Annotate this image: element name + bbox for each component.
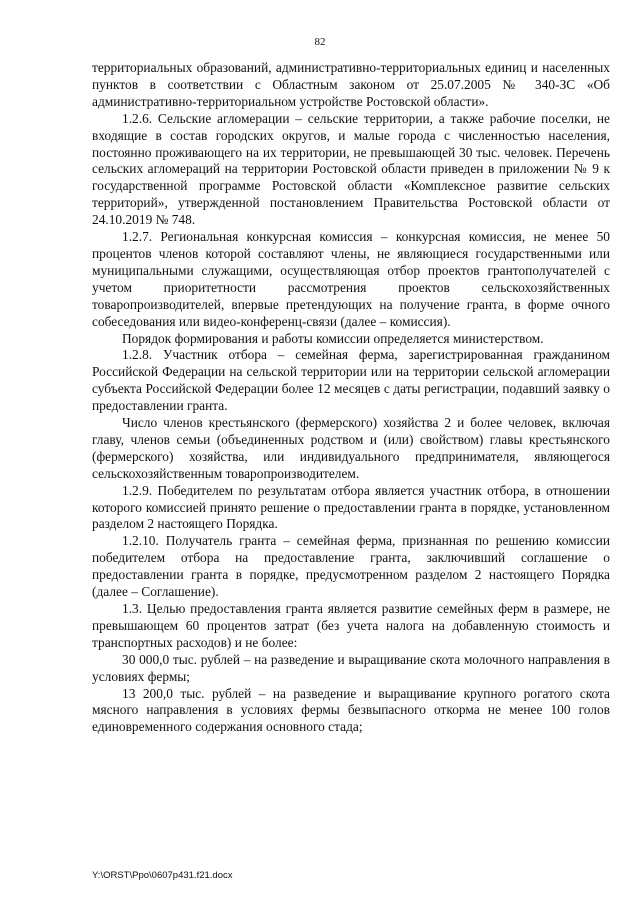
- paragraph: 1.3. Целью предоставления гранта является развитие семейных ферм в размере, не превышающем 60 процентов затрат (без учета налога на добавленную стоимость и транспортных расходов) и не более:: [92, 601, 610, 650]
- paragraph: 1.2.7. Региональная конкурсная комиссия – конкурсная комиссия, не менее 50 процентов членов которой составляют члены, не являющиеся государственными или муниципальными служащими, осуществляющая отбор проектов грантополучателей с учетом приоритетности рассмотрения проектов сельскохозяйственных товаропроизводителей, впервые претендующих на получение гранта, в форме очного собеседования или видео-конференц-связи (далее – комиссия).: [92, 229, 610, 329]
- document-body: [92, 60, 610, 736]
- paragraph: 1.2.6. Сельские агломерации – сельские территории, а также рабочие поселки, не входящие в состав городских округов, и малые города с численностью населения, постоянно проживающего на их территории, не превышающей 30 тыс. человек. Перечень сельских агломераций на территории Ростовской области приведен в приложении № 9 к государственной программе Ростовской области «Комплексное развитие сельских территорий», утвержденной постановлением Правительства Ростовской области от 24.10.2019 № 748.: [92, 110, 610, 228]
- paragraph: 1.2.8. Участник отбора – семейная ферма, зарегистрированная гражданином Российской Федерации на сельской территории или на территории сельской агломерации субъекта Российской Федерации более 12 месяцев с даты регистрации, подавший заявку о предоставлении гранта.: [92, 347, 610, 414]
- paragraph: 1.2.10. Получатель гранта – семейная ферма, признанная по решению комиссии победителем отбора на предоставление гранта, заключивший соглашение о предоставлении гранта в порядке, предусмотренном разделом 2 настоящего Порядка (далее – Соглашение).: [92, 533, 610, 600]
- paragraph: 30 000,0 тыс. рублей – на разведение и выращивание скота молочного направления в условиях фермы;: [92, 651, 610, 684]
- page-number: 82: [314, 36, 326, 48]
- paragraph: 13 200,0 тыс. рублей – на разведение и выращивание крупного рогатого скота мясного направления в условиях фермы безвыпасного откорма не менее 100 голов единовременного содержания основного стада;: [92, 685, 610, 735]
- paragraph: территориальных образований, административно-территориальных единиц и населенных пунктов в соответствии с Областным законом от 25.07.2005 № 340-ЗС «Об административно-территориальном устройстве Ростовской области».: [92, 60, 610, 109]
- paragraph: 1.2.9. Победителем по результатам отбора является участник отбора, в отношении которого комиссией принято решение о предоставлении гранта в порядке, установленном разделом 2 настоящего Порядка.: [92, 482, 610, 532]
- footer-file-path: Y:\ORST\Ppo\0607p431.f21.docx: [92, 870, 233, 881]
- paragraph: Число членов крестьянского (фермерского) хозяйства 2 и более человек, включая главу, членов семьи (объединенных родством и (или) свойством) главы крестьянского (фермерского) хозяйства, или индивидуального предпринимателя, являющегося сельскохозяйственным товаропроизводителем.: [92, 415, 610, 481]
- paragraph: Порядок формирования и работы комиссии определяется министерством.: [122, 330, 544, 346]
